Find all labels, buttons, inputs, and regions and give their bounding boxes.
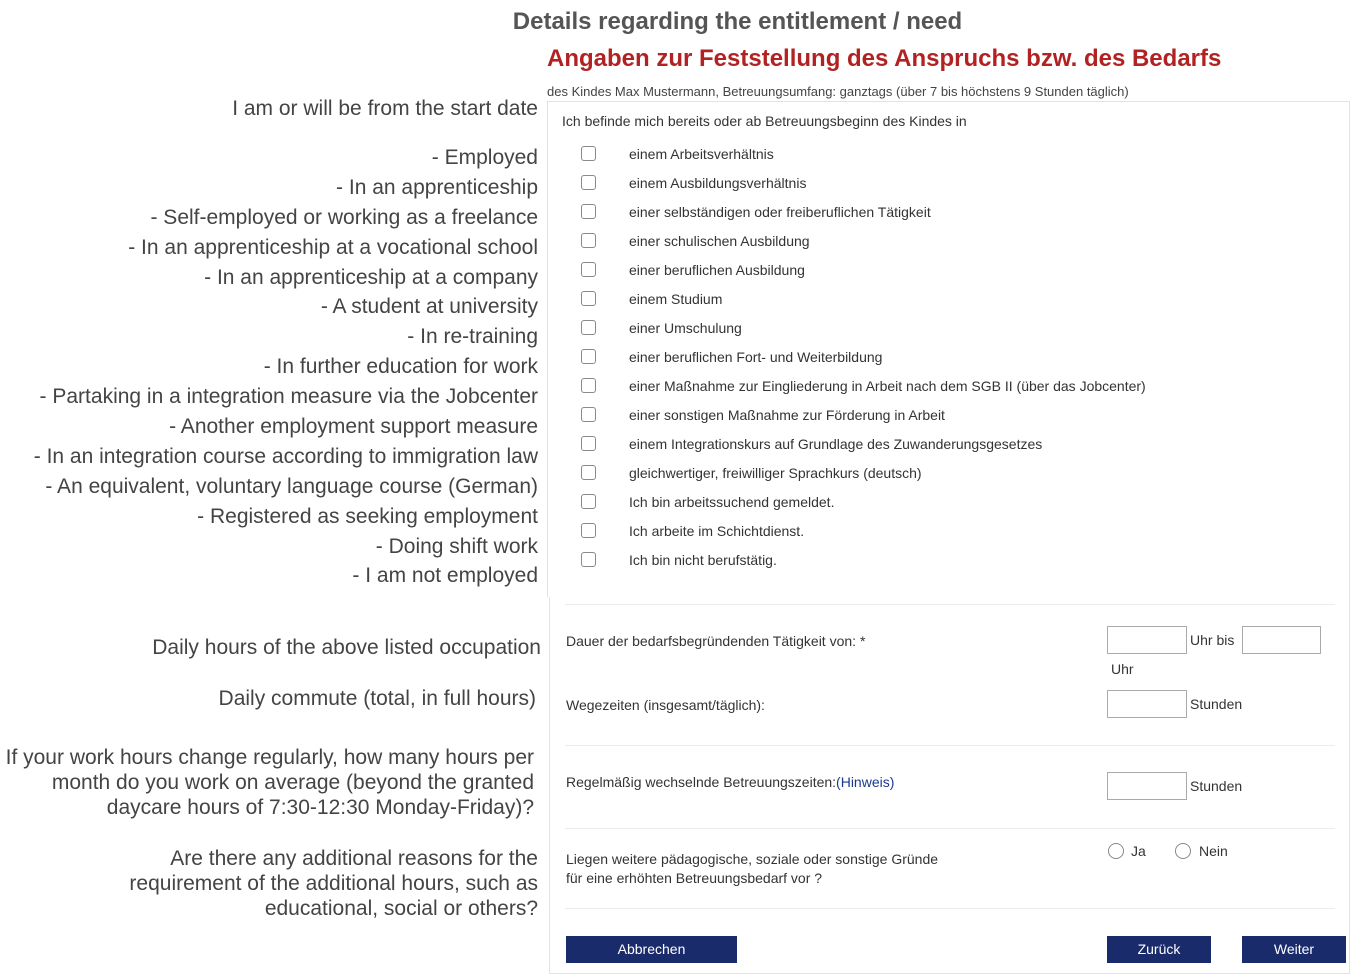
checkbox-label: einer Maßnahme zur Eingliederung in Arbeit nach dem SGB II (über das Jobcenter) xyxy=(629,378,1146,394)
english-option: - A student at university xyxy=(320,295,538,318)
english-option: - Registered as seeking employment xyxy=(197,505,538,528)
checkbox-self-employed[interactable] xyxy=(581,204,596,219)
checkbox-shift-work[interactable] xyxy=(581,523,596,538)
commute-input[interactable] xyxy=(1107,690,1187,718)
checkbox-label: einer beruflichen Fort- und Weiterbildung xyxy=(629,349,883,365)
english-changing-hours: If your work hours change regularly, how many hours per month do you work on average (beyond the granted daycare hours of 7:30-12:30 Monday-Friday)? xyxy=(5,746,534,819)
radio-no-label: Nein xyxy=(1199,843,1228,859)
changing-hours-label xyxy=(566,773,894,792)
duration-from-input[interactable] xyxy=(1107,626,1187,654)
checkbox-label: einem Integrationskurs auf Grundlage des Zuwanderungsgesetzes xyxy=(629,436,1043,452)
checkbox-label: Ich bin arbeitssuchend gemeldet. xyxy=(629,494,835,510)
checkbox-apprenticeship[interactable] xyxy=(581,175,596,190)
uhr-bis-label: Uhr bis xyxy=(1190,632,1235,648)
checkbox-label: Ich arbeite im Schichtdienst. xyxy=(629,523,805,539)
checkbox-label: einer sonstigen Maßnahme zur Förderung in Arbeit xyxy=(629,407,945,423)
english-daily-hours: Daily hours of the above listed occupation xyxy=(152,636,541,659)
english-commute: Daily commute (total, in full hours) xyxy=(218,687,536,710)
english-additional-reasons: Are there any additional reasons for the requirement of the additional hours, such as educational, social or others? xyxy=(129,847,538,920)
divider xyxy=(565,745,1335,746)
changing-hours-unit: Stunden xyxy=(1190,778,1243,794)
english-option: - In an apprenticeship at a vocational school xyxy=(128,236,538,259)
english-option: - In an apprenticeship xyxy=(336,176,538,199)
checkbox-not-employed[interactable] xyxy=(581,552,596,567)
checkbox-label: einer beruflichen Ausbildung xyxy=(629,262,805,278)
checkbox-integration-course[interactable] xyxy=(581,436,596,451)
checkbox-label: einem Ausbildungsverhältnis xyxy=(629,175,807,191)
back-button[interactable]: Zurück xyxy=(1107,936,1211,963)
checkbox-other-measure[interactable] xyxy=(581,407,596,422)
checkbox-language-course[interactable] xyxy=(581,465,596,480)
english-option: - In re-training xyxy=(407,325,538,348)
english-option: - Another employment support measure xyxy=(169,415,538,438)
form-title: Angaben zur Feststellung des Anspruchs bzw. des Bedarfs xyxy=(547,45,1222,72)
form-subtitle: des Kindes Max Mustermann, Betreuungsumfang: ganztags (über 7 bis höchstens 9 Stunden täglich) xyxy=(547,84,1129,99)
english-option: - Partaking in a integration measure via the Jobcenter xyxy=(39,385,538,408)
english-option: - In further education for work xyxy=(263,355,538,378)
english-title: Details regarding the entitlement / need xyxy=(512,8,963,35)
english-option: - An equivalent, voluntary language course (German) xyxy=(45,475,538,498)
checkbox-vocational-training[interactable] xyxy=(581,262,596,277)
duration-to-input[interactable] xyxy=(1242,626,1321,654)
hint-link[interactable]: (Hinweis) xyxy=(836,774,895,790)
checkbox-label: einer Umschulung xyxy=(629,320,742,336)
divider xyxy=(565,908,1335,909)
checkbox-school-training[interactable] xyxy=(581,233,596,248)
checkbox-university[interactable] xyxy=(581,291,596,306)
checkbox-job-seeking[interactable] xyxy=(581,494,596,509)
uhr-label: Uhr xyxy=(1111,661,1134,677)
changing-hours-text: Regelmäßig wechselnde Betreuungszeiten: xyxy=(566,774,837,790)
reasons-label-line1: Liegen weitere pädagogische, soziale oder sonstige Gründe xyxy=(566,851,939,867)
next-button[interactable]: Weiter xyxy=(1242,936,1346,963)
checkbox-label: einem Studium xyxy=(629,291,723,307)
radio-yes[interactable] xyxy=(1108,843,1124,859)
checkbox-label: Ich bin nicht berufstätig. xyxy=(629,552,777,568)
commute-unit: Stunden xyxy=(1190,696,1243,712)
divider xyxy=(565,604,1335,605)
checkbox-label: einem Arbeitsverhältnis xyxy=(629,146,774,162)
english-option: - Self-employed or working as a freelance xyxy=(150,206,538,229)
checkbox-jobcenter-measure[interactable] xyxy=(581,378,596,393)
english-option: - Employed xyxy=(431,146,538,169)
checkbox-label: einer selbständigen oder freiberuflichen Tätigkeit xyxy=(629,204,931,220)
radio-yes-label: Ja xyxy=(1131,843,1146,859)
checkbox-retraining[interactable] xyxy=(581,320,596,335)
english-option: - Doing shift work xyxy=(375,535,538,558)
duration-label: Dauer der bedarfsbegründenden Tätigkeit von: * xyxy=(566,633,866,649)
cancel-button[interactable]: Abbrechen xyxy=(566,936,737,963)
occupation-intro: Ich befinde mich bereits oder ab Betreuungsbeginn des Kindes in xyxy=(562,113,967,129)
checkbox-label: einer schulischen Ausbildung xyxy=(629,233,810,249)
divider xyxy=(565,828,1335,829)
checkbox-employment[interactable] xyxy=(581,146,596,161)
english-option: - In an integration course according to immigration law xyxy=(33,445,538,468)
checkbox-label: gleichwertiger, freiwilliger Sprachkurs (deutsch) xyxy=(629,465,922,481)
english-start-date: I am or will be from the start date xyxy=(232,97,538,120)
radio-no[interactable] xyxy=(1175,843,1191,859)
changing-hours-input[interactable] xyxy=(1107,772,1187,800)
checkbox-further-education[interactable] xyxy=(581,349,596,364)
reasons-label-line2: für eine erhöhten Betreuungsbedarf vor ? xyxy=(566,870,823,886)
english-option: - In an apprenticeship at a company xyxy=(204,266,538,289)
commute-label: Wegezeiten (insgesamt/täglich): xyxy=(566,697,765,713)
english-option: - I am not employed xyxy=(352,564,538,587)
